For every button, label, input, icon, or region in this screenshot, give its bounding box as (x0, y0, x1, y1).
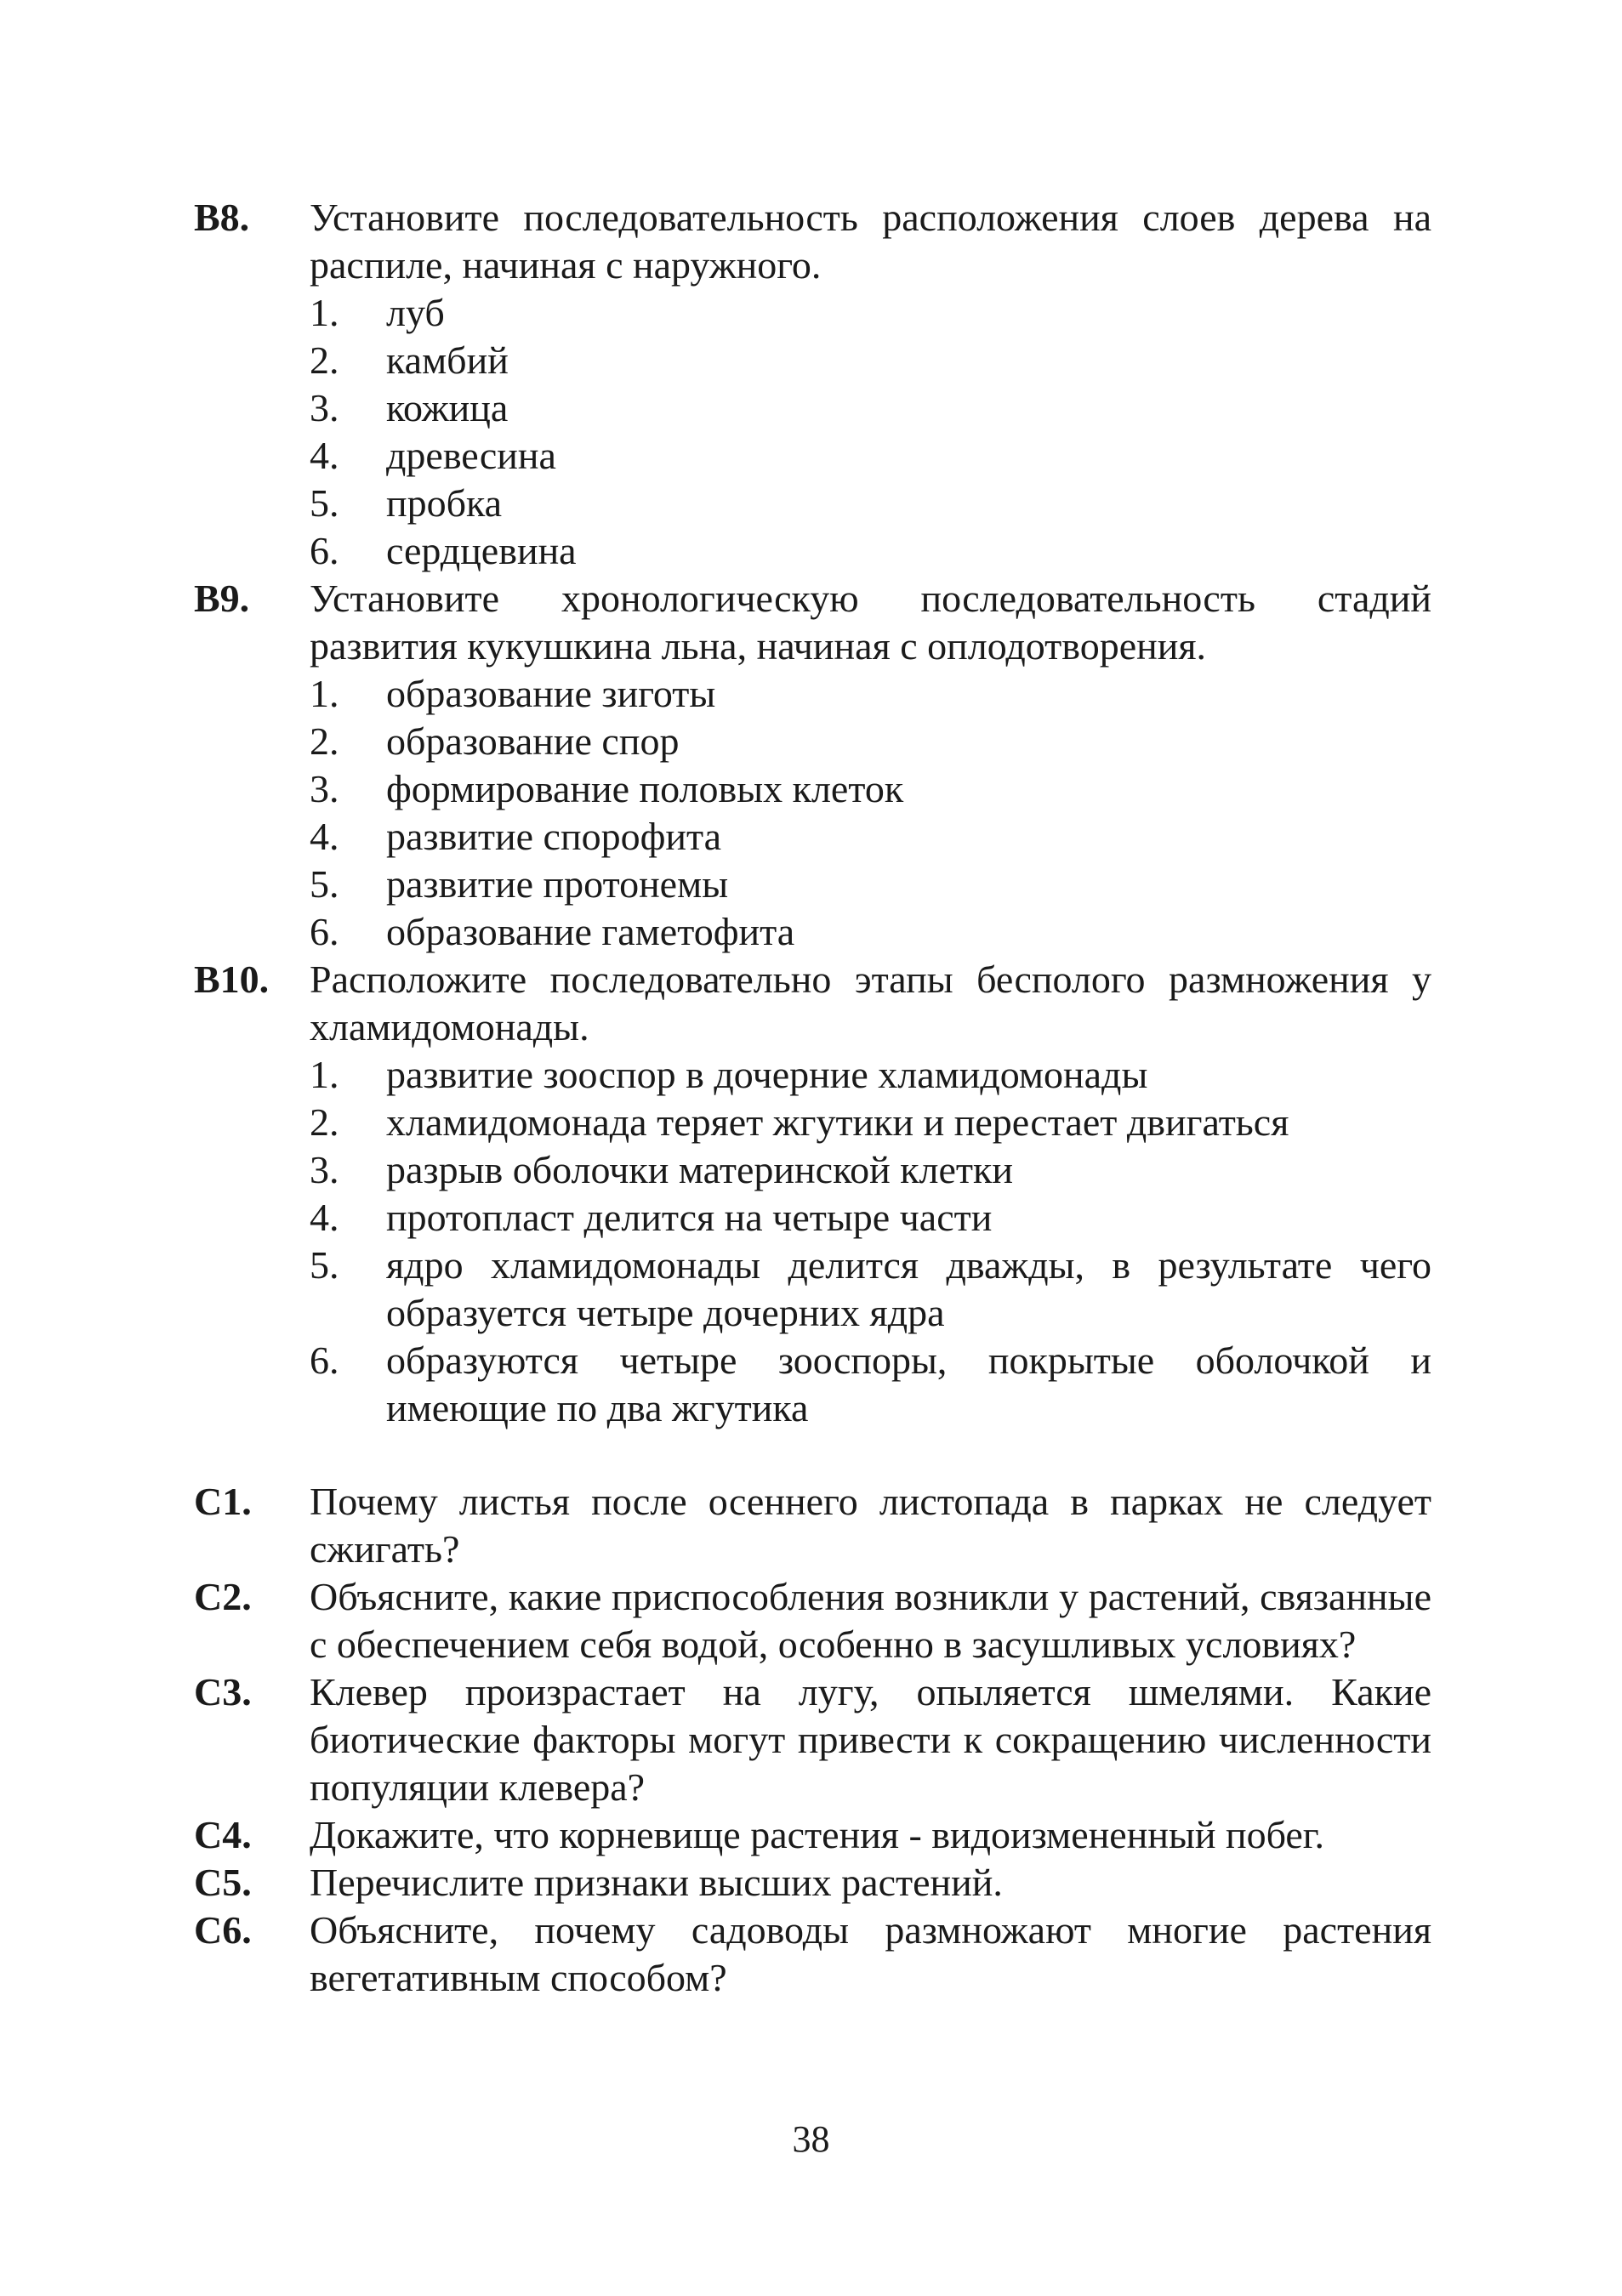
answer-option (310, 1242, 1431, 1337)
option-number: 2. (310, 338, 339, 382)
option-number: 1. (310, 1053, 339, 1096)
answer-option (310, 384, 1431, 432)
question-c6 (194, 1907, 1431, 2002)
question-number: B9. (194, 577, 250, 620)
question-body (310, 194, 1431, 575)
option-text: луб (386, 291, 445, 334)
answer-option (310, 1099, 1431, 1146)
option-number: 2. (310, 1100, 339, 1144)
question-text: Перечислите признаки высших растений. (310, 1861, 1003, 1904)
answer-option (310, 718, 1431, 765)
answer-option (310, 432, 1431, 480)
question-number: C2. (194, 1575, 252, 1618)
question-b10 (194, 956, 1431, 1432)
option-number: 5. (310, 481, 339, 525)
option-text: хламидомонада теряет жгутики и перестает двигаться (386, 1100, 1289, 1144)
option-text: формирование половых клеток (386, 767, 904, 810)
option-text: пробка (386, 481, 503, 525)
option-text: древесина (386, 434, 556, 477)
question-body (310, 956, 1431, 1432)
option-number: 6. (310, 529, 339, 572)
option-text: образование гаметофита (386, 910, 795, 953)
question-number: B10. (194, 958, 270, 1001)
option-text: разрыв оболочки материнской клетки (386, 1148, 1013, 1191)
option-text: кожица (386, 386, 509, 429)
answer-option (310, 813, 1431, 861)
option-number: 2. (310, 719, 339, 763)
option-text: ядро хламидомонады делится дважды, в результате чего образуется четыре дочерних ядра (386, 1243, 1431, 1334)
option-text: развитие спорофита (386, 815, 722, 858)
section-spacer (194, 1432, 1431, 1478)
answer-option (310, 1051, 1431, 1099)
question-text: Клевер произрастает на лугу, опыляется шмелями. Какие биотические факторы могут привести к сокращению численности популяции клевера? (310, 1670, 1431, 1809)
option-number: 6. (310, 910, 339, 953)
option-number: 5. (310, 862, 339, 906)
option-text: образуются четыре зооспоры, покрытые оболочкой и имеющие по два жгутика (386, 1338, 1431, 1429)
question-text: Объясните, какие приспособления возникли у растений, связанные с обеспечением себя водой, особенно в засушливых условиях? (310, 1575, 1431, 1666)
option-number: 1. (310, 291, 339, 334)
question-c4 (194, 1811, 1431, 1859)
option-number: 3. (310, 386, 339, 429)
question-b8 (194, 194, 1431, 575)
question-number: C6. (194, 1908, 252, 1952)
question-number: C5. (194, 1861, 252, 1904)
option-number: 4. (310, 434, 339, 477)
answer-option (310, 670, 1431, 718)
option-number: 3. (310, 767, 339, 810)
answer-option (310, 1194, 1431, 1242)
question-text: Установите хронологическую последовательность стадий развития кукушкина льна, начиная с оплодотворения. (310, 577, 1431, 668)
question-c1 (194, 1478, 1431, 1573)
question-text: Установите последовательность расположения слоев дерева на распиле, начиная с наружного. (310, 196, 1431, 287)
option-number: 6. (310, 1338, 339, 1382)
answer-option (310, 480, 1431, 527)
option-text: протопласт делится на четыре части (386, 1196, 993, 1239)
question-c3 (194, 1668, 1431, 1811)
option-number: 4. (310, 1196, 339, 1239)
question-number: C3. (194, 1670, 252, 1713)
option-text: сердцевина (386, 529, 577, 572)
answer-options (310, 670, 1431, 956)
option-text: образование зиготы (386, 672, 716, 715)
option-number: 3. (310, 1148, 339, 1191)
page-number: 38 (792, 2118, 830, 2160)
option-text: образование спор (386, 719, 680, 763)
option-number: 4. (310, 815, 339, 858)
option-text: камбий (386, 338, 509, 382)
option-text: развитие протонемы (386, 862, 729, 906)
question-c2 (194, 1573, 1431, 1668)
page-content (194, 194, 1431, 2002)
answer-option (310, 1146, 1431, 1194)
option-number: 5. (310, 1243, 339, 1287)
question-c5 (194, 1859, 1431, 1907)
answer-option (310, 908, 1431, 956)
question-b9 (194, 575, 1431, 956)
question-text: Докажите, что корневище растения - видоизмененный побег. (310, 1813, 1324, 1856)
question-number: C1. (194, 1480, 252, 1523)
answer-option (310, 289, 1431, 337)
answer-option (310, 1337, 1431, 1432)
question-number: B8. (194, 196, 250, 239)
answer-options (310, 1051, 1431, 1432)
question-text: Расположите последовательно этапы бесполого размножения у хламидомонады. (310, 958, 1431, 1049)
question-text: Почему листья после осеннего листопада в парках не следует сжигать? (310, 1480, 1431, 1571)
question-body (310, 575, 1431, 956)
option-text: развитие зооспор в дочерние хламидомонады (386, 1053, 1148, 1096)
answer-option (310, 527, 1431, 575)
answer-options (310, 289, 1431, 575)
question-text: Объясните, почему садоводы размножают многие растения вегетативным способом? (310, 1908, 1431, 1999)
answer-option (310, 337, 1431, 384)
answer-option (310, 861, 1431, 908)
question-number: C4. (194, 1813, 252, 1856)
answer-option (310, 765, 1431, 813)
option-number: 1. (310, 672, 339, 715)
